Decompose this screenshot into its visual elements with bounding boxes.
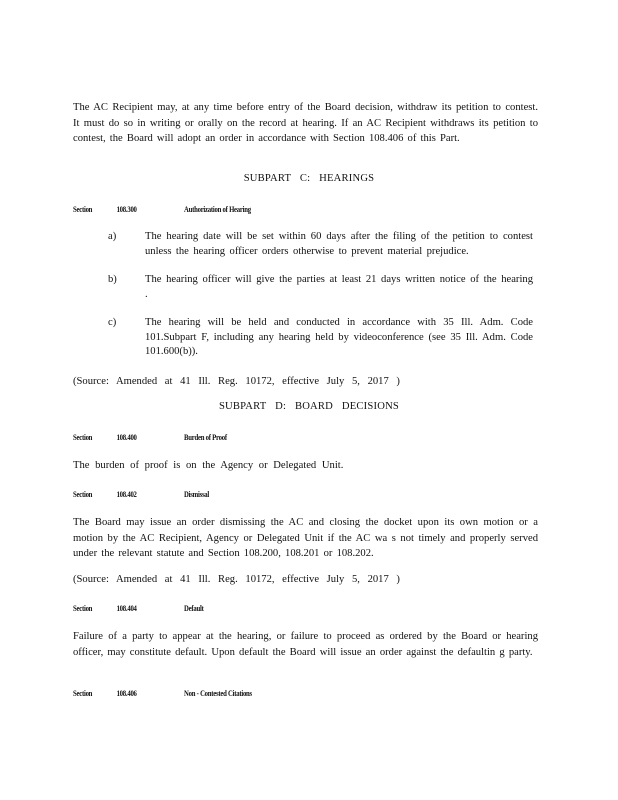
section-title: Burden of Proof [184,433,227,442]
subpart-d-heading: SUBPART D: BOARD DECISIONS [218,401,400,412]
source-note: (Source: Amended at 41 Ill. Reg. 10172, effective July 5, 2017 ) [73,376,400,387]
section-108-406-heading [73,688,252,700]
source-note: (Source: Amended at 41 Ill. Reg. 10172, effective July 5, 2017 ) [73,574,400,585]
section-108-400-heading [73,432,227,444]
default-paragraph: Failure of a party to appear at the hearing, or failure to proceed as ordered by the Board or hearing officer, may constitute default. Upon default the Board will issue an order against the defaultin g party. [73,631,538,658]
list-item-text: The hearing date will be set within 60 days after the filing of the petition to contest unless the hearing officer orders otherwise to prevent material prejudice. [145,231,533,257]
subpart-c-heading: SUBPART C: HEARINGS [243,173,375,184]
list-item-label: c) [108,317,117,328]
list-item [108,316,538,362]
list-item-text: The hearing will be held and conducted in accordance with 35 Ill. Adm. Code 101.Subpart F, including any hearing held by videoconference (see 35 Ill. Adm. Code 101.600(b)). [145,317,533,358]
list-item [108,230,538,262]
burden-paragraph: The burden of proof is on the Agency or Delegated Unit. [73,460,344,471]
section-108-404-heading [73,603,204,615]
list-item-label: b) [108,274,117,285]
list-item-text: The hearing officer will give the parties at least 21 days written notice of the hearing . [145,274,533,300]
section-title: Dismissal [184,490,210,499]
section-title: Non - Contested Citations [184,689,252,698]
section-label: Section [73,205,93,214]
section-label: Section [73,689,93,698]
section-number: 108.402 [116,490,137,499]
section-number: 108.400 [116,433,137,442]
section-label: Section [73,433,93,442]
list-item-label: a) [108,231,117,242]
dismissal-paragraph: The Board may issue an order dismissing the AC and closing the docket upon its own motion or a motion by the AC Recipient, Agency or Delegated Unit if the AC wa s not timely and properly served under the relevant statute and Section 108.200, 108.201 or 108.202. [73,517,538,560]
withdraw-paragraph: The AC Recipient may, at any time before entry of the Board decision, withdraw its petition to contest. It must do so in writing or orally on the record at hearing. If an AC Recipient withdraws its petition to contest, the Board will adopt an order in accordance with Section 108.406 of this Part. [73,102,538,145]
section-108-300-heading [73,204,251,216]
section-number: 108.406 [116,689,137,698]
section-number: 108.300 [116,205,137,214]
list-item [108,273,538,305]
section-108-402-heading [73,489,209,501]
section-title: Default [184,604,204,613]
section-title: Authorization of Hearing [184,205,251,214]
section-number: 108.404 [116,604,137,613]
section-label: Section [73,604,93,613]
section-label: Section [73,490,93,499]
